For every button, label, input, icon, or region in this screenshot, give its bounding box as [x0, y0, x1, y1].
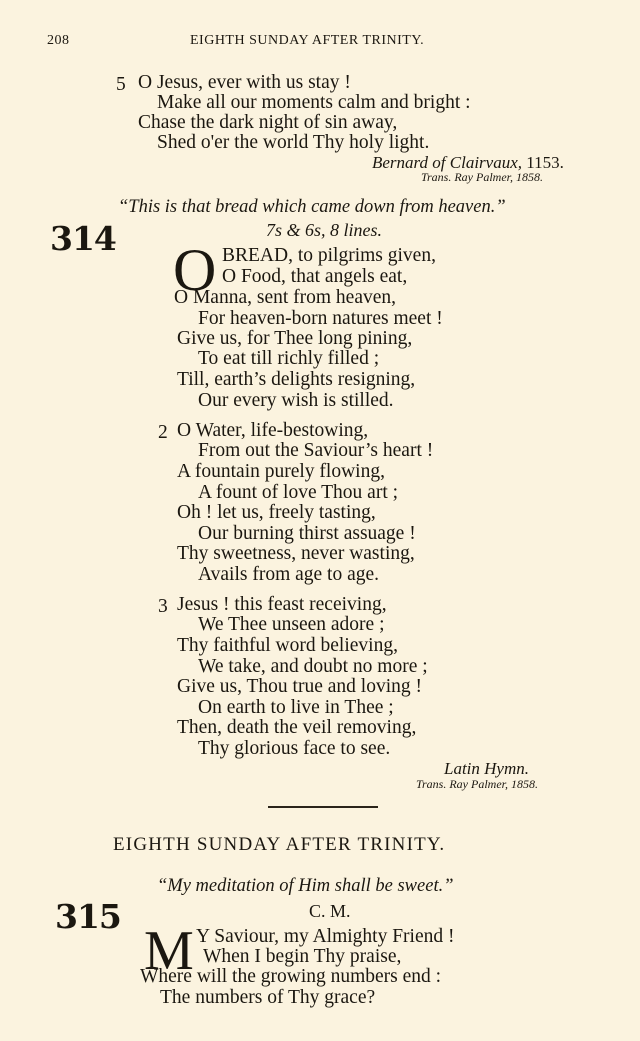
translator-credit: Trans. Ray Palmer, 1858. [421, 170, 544, 184]
verse-line: On earth to live in Thee ; [198, 697, 394, 718]
verse-line: O Manna, sent from heaven, [174, 287, 397, 308]
verse-line: O Water, life-bestowing, [177, 420, 369, 441]
verse-line: Oh ! let us, freely tasting, [177, 502, 376, 523]
verse-line: Our every wish is stilled. [198, 390, 394, 411]
verse-line: A fountain purely flowing, [177, 461, 385, 482]
verse-line: Where will the growing numbers end : [140, 966, 442, 987]
verse-line: BREAD, to pilgrims given, [222, 245, 436, 266]
verse-line: O Food, that angels eat, [222, 266, 408, 287]
verse-line: Thy glorious face to see. [198, 738, 391, 759]
verse-line: O Jesus, ever with us stay ! [138, 72, 351, 93]
stanza-number: 3 [158, 596, 168, 617]
verse-line: A fount of love Thou art ; [198, 482, 399, 503]
hymn-epigraph: “My meditation of Him shall be sweet.” [157, 876, 454, 896]
meter-pattern: 7s & 6s, [266, 220, 326, 240]
page-number: 208 [47, 33, 70, 48]
verse-line: Avails from age to age. [198, 564, 380, 585]
verse-line: Chase the dark night of sin away, [138, 112, 398, 133]
verse-line: Jesus ! this feast receiving, [177, 594, 387, 615]
meter-lines: 8 lines. [330, 220, 383, 240]
verse-line: Then, death the veil removing, [177, 717, 417, 738]
hymn-number: 315 [55, 897, 121, 936]
hymn-meter [266, 220, 382, 241]
stanza-number: 5 [116, 74, 126, 95]
verse-line: Shed o'er the world Thy holy light. [157, 132, 430, 153]
section-divider [268, 806, 378, 808]
verse-line: Thy faithful word believing, [177, 635, 398, 656]
translator-credit: Trans. Ray Palmer, 1858. [416, 777, 539, 791]
hymn-source: Latin Hymn. [444, 759, 529, 778]
verse-line: From out the Saviour’s heart ! [198, 440, 434, 461]
verse-line: Till, earth’s delights resigning, [177, 369, 416, 390]
hymn-number: 314 [50, 219, 116, 258]
hymn-meter: C. M. [309, 901, 351, 921]
verse-line: Give us, Thou true and loving ! [177, 676, 422, 697]
section-heading: EIGHTH SUNDAY AFTER TRINITY. [113, 834, 446, 855]
verse-line: For heaven-born natures meet ! [198, 308, 443, 329]
verse-line: Thy sweetness, never wasting, [177, 543, 415, 564]
verse-line: We Thee unseen adore ; [198, 614, 385, 635]
author-name: Bernard of Clairvaux, [372, 153, 522, 172]
running-title: EIGHTH SUNDAY AFTER TRINITY. [190, 33, 425, 48]
verse-line: When I begin Thy praise, [203, 946, 402, 967]
drop-cap: M [144, 920, 194, 982]
hymn-epigraph: “This is that bread which came down from heaven.” [118, 197, 506, 217]
verse-line: To eat till richly filled ; [198, 348, 380, 369]
verse-line: We take, and doubt no more ; [198, 656, 428, 677]
verse-line: The numbers of Thy grace? [160, 987, 376, 1008]
stanza-number: 2 [158, 422, 168, 443]
drop-cap: O [173, 237, 217, 303]
verse-line: Make all our moments calm and bright : [157, 92, 471, 113]
verse-line: Our burning thirst assuage ! [198, 523, 416, 544]
author-year: 1153. [526, 153, 564, 172]
verse-line: Y Saviour, my Almighty Friend ! [196, 926, 455, 947]
verse-line: Give us, for Thee long pining, [177, 328, 413, 349]
